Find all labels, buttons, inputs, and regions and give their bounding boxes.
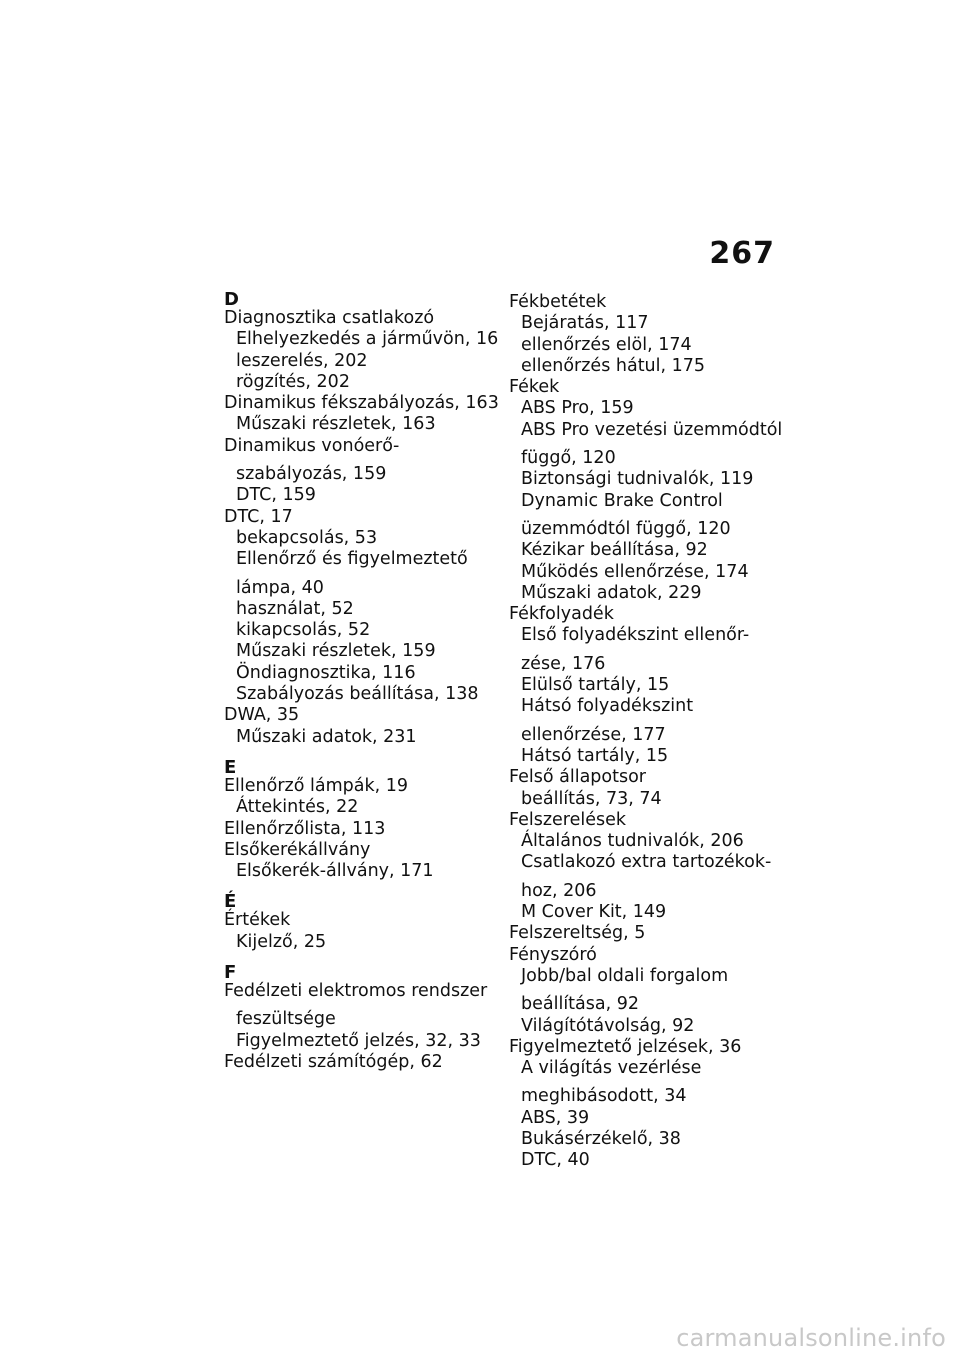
index-entry: Fékek [509,377,560,398]
index-subentry: Műszaki részletek, 159 [236,641,436,662]
index-section-letter: É [224,891,237,913]
index-subentry: zése, 176 [521,653,606,674]
watermark: carmanualsonline.info [676,1324,946,1352]
index-subentry: leszerelés, 202 [236,350,368,371]
index-subentry: kikapcsolás, 52 [236,620,371,641]
index-subentry: bekapcsolás, 53 [236,527,378,548]
index-subentry: beállítás, 73, 74 [521,788,662,809]
index-entry: Ellenőrző lámpák, 19 [224,775,408,796]
index-subentry: Áttekintés, 22 [236,797,359,818]
index-subentry: Kijelző, 25 [236,931,327,952]
index-subentry: ellenőrzés hátul, 175 [521,355,706,376]
index-entry: Értékek [224,910,291,931]
index-entry: Felszerelések [509,809,627,830]
index-subentry: Ellenőrző és figyelmeztető [236,549,468,570]
index-entry: Felszereltség, 5 [509,923,646,944]
index-section-letter: F [224,962,237,984]
index-section-letter: E [224,756,237,778]
index-subentry: ellenőrzés elöl, 174 [521,334,692,355]
index-subentry: Világítótávolság, 92 [521,1015,695,1036]
index-column-left [224,289,499,1073]
index-subentry: Öndiagnosztika, 116 [236,662,416,683]
index-entry: Figyelmeztető jelzések, 36 [509,1036,742,1057]
index-subentry: Műszaki részletek, 163 [236,414,436,435]
index-subentry: A világítás vezérlése [521,1058,702,1079]
index-subentry: Bukásérzékelő, 38 [521,1128,681,1149]
index-subentry: szabályozás, 159 [236,464,387,485]
index-subentry: Első folyadékszint ellenőr- [521,625,750,646]
index-entry: Elsőkerékállvány [224,839,371,860]
index-subentry: ABS Pro vezetési üzemmódtól [521,419,783,440]
index-subentry: Műszaki adatok, 229 [521,582,702,603]
index-entry: Fedélzeti számítógép, 62 [224,1051,443,1072]
index-subentry: Elhelyezkedés a járművön, 16 [236,329,499,350]
index-subentry: Jobb/bal oldali forgalom [521,965,729,986]
index-subentry: M Cover Kit, 149 [521,902,667,923]
index-subentry: ellenőrzése, 177 [521,724,666,745]
index-entry: Dinamikus fékszabályozás, 163 [224,393,499,414]
index-subentry: beállítása, 92 [521,994,640,1015]
index-subentry: feszültsége [236,1009,336,1030]
index-subentry: Műszaki adatok, 231 [236,726,417,747]
index-subentry: ABS, 39 [521,1107,590,1128]
index-subentry: használat, 52 [236,598,354,619]
index-subentry: üzemmódtól függő, 120 [521,518,731,539]
index-subentry: Figyelmeztető jelzés, 32, 33 [236,1030,481,1051]
section-spacer [224,748,499,760]
index-subentry: Csatlakozó extra tartozékok- [521,852,772,873]
index-entry: Ellenőrzőlista, 113 [224,818,386,839]
index-subentry: hoz, 206 [521,880,597,901]
index-subentry: Általános tudnivalók, 206 [521,831,744,852]
index-subentry: rögzítés, 202 [236,371,350,392]
index-entry: DWA, 35 [224,705,300,726]
section-spacer [224,882,499,894]
index-subentry: DTC, 159 [236,485,316,506]
index-subentry: DTC, 40 [521,1150,590,1171]
index-entry: Fényszóró [509,944,597,965]
index-entry: Fékfolyadék [509,604,614,625]
index-section-letter: D [224,289,239,310]
index-entry: Diagnosztika csatlakozó [224,308,435,328]
index-column-right [509,292,784,1172]
page-number: 267 [709,236,775,271]
index-subentry: Kézikar beállítása, 92 [521,540,708,561]
index-subentry: Dynamic Brake Control [521,490,723,511]
section-spacer [224,953,499,965]
index-subentry: Bejáratás, 117 [521,313,649,334]
index-subentry: Elsőkerék-állvány, 171 [236,861,434,882]
index-entry: DTC, 17 [224,506,293,527]
index-subentry: meghibásodott, 34 [521,1086,687,1107]
index-subentry: Elülső tartály, 15 [521,675,670,696]
index-subentry: Szabályozás beállítása, 138 [236,684,479,705]
index-entry: Fékbetétek [509,292,607,312]
index-subentry: Hátsó tartály, 15 [521,745,669,766]
index-subentry: ABS Pro, 159 [521,398,634,419]
index-subentry: Működés ellenőrzése, 174 [521,561,749,582]
index-entry: Dinamikus vonóerő- [224,435,400,456]
index-subentry: Hátsó folyadékszint [521,696,694,717]
index-subentry: lámpa, 40 [236,577,324,598]
index-subentry: Biztonsági tudnivalók, 119 [521,469,754,490]
index-entry: Fedélzeti elektromos rendszer [224,981,488,1002]
index-entry: Felső állapotsor [509,767,646,788]
index-subentry: függő, 120 [521,448,616,469]
